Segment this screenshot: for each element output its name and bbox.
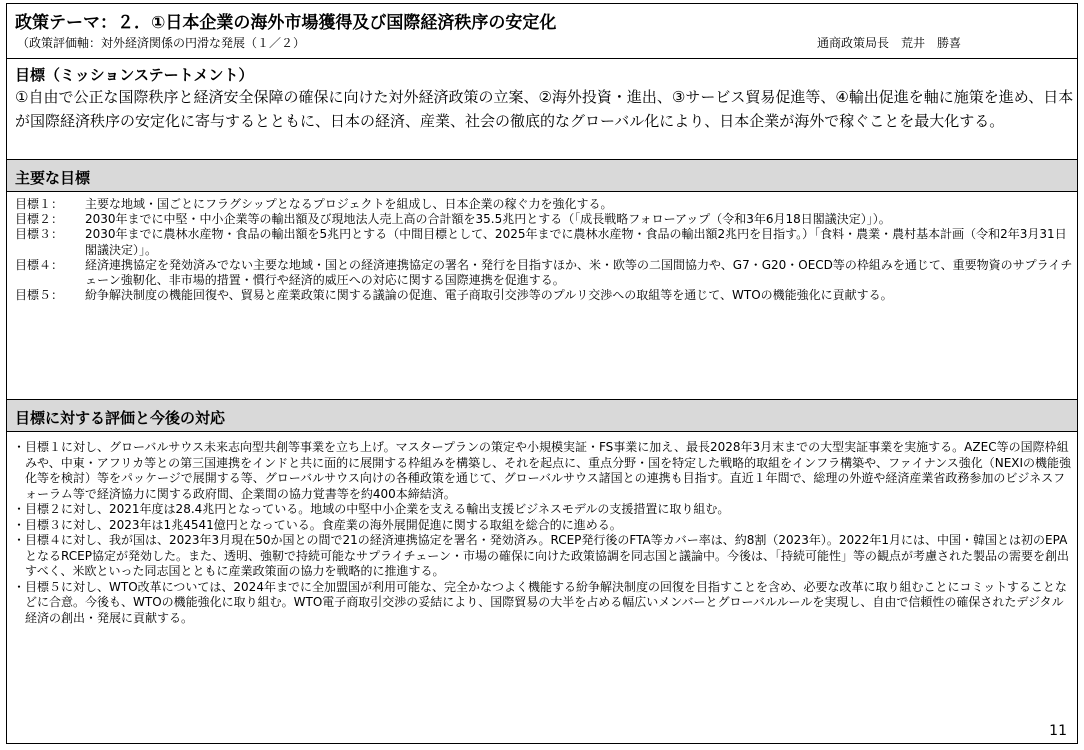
bullet-dot: ・ [13, 440, 26, 454]
evaluation-text: 目標３に対し、2023年は1兆4541億円となっている。食産業の海外展開促進に関する取組を総合的に進める。 [25, 517, 622, 532]
evaluation-item [13, 533, 1075, 580]
mission-heading: 目標（ミッションステートメント） [15, 66, 254, 84]
bullet-dot: ・ [13, 502, 26, 516]
goals-header [7, 160, 1077, 192]
evaluation-header [7, 400, 1077, 432]
goals-list [15, 197, 1073, 303]
goal-item [15, 288, 1073, 303]
goal-number: 目標１： [15, 197, 64, 211]
evaluation-text: 目標４に対し、我が国は、2023年3月現在50か国との間で21の経済連携協定を署名・発効済み。RCEP発行後のFTA等カバー率は、約8割（2023年）。2022年1月には、中国・韓国とは初のEPAとなるRCEP協定が発効した。また、透明、強靭で持続可能なサプライチェーン・市場の確保に向けた政策協調を同志国と議論中。今後は、「持続可能性」等の観点が考慮された製品の需要を創出すべく、米欧といった同志国とともに産業政策面の協力を戦略的に推進する。 [25, 533, 1070, 578]
evaluation-heading: 目標に対する評価と今後の対応 [15, 409, 226, 427]
evaluation-text: 目標１に対し、グローバルサウス未来志向型共創等事業を立ち上げ。マスタープランの策定や小規模実証・FS事業に加え、最長2028年3月末までの大型実証事業を実施する。AZEC等の国際枠組みや、中東・アフリカ等との第三国連携をインドと共に面的に展開する枠組みを構築し、それを起点に、重点分野・国を特定した戦略的取組をインフラ構築や、ファイナンス強化（NEXIの機能強化等を検討）等をパッケージで展開する等、グローバルサウス向けの各種政策を通じて、グローバルサウス諸国との連携も目指す。直近１年間で、総理の外遊や経済産業省政務参加のビジネスフォーラム等で経済協力に関する政府間、企業間の協力覚書等を約400本締結済。 [25, 440, 1072, 501]
goal-number: 目標５： [15, 288, 64, 303]
bullet-dot: ・ [13, 579, 26, 594]
goal-text: 2030年までに中堅・中小企業等の輸出額及び現地法人売上高の合計額を35.5兆円とする（「成長戦略フォローアップ（令和3年6月18日閣議決定）」）。 [85, 212, 891, 227]
mission-text: ①自由で公正な国際秩序と経済安全保障の確保に向けた対外経済政策の立案、②海外投資・進出、③サービス貿易促進等、④輸出促進を軸に施策を進め、日本が国際経済秩序の安定化に寄与するとともに、日本の経済、産業、社会の徹底的なグローバル化により、日本企業が海外で稼ぐことを最大化する。 [15, 88, 1074, 130]
evaluation-item [13, 580, 1075, 627]
evaluation-item [13, 440, 1075, 502]
goal-item [15, 212, 1073, 227]
title-row [7, 4, 1077, 59]
evaluation-item [13, 502, 1075, 518]
document-frame [6, 3, 1078, 744]
author-name: 通商政策局長 荒井 勝喜 [817, 36, 962, 50]
evaluation-list [13, 440, 1075, 626]
evaluation-section [7, 432, 1077, 743]
goal-text: 紛争解決制度の機能回復や、貿易と産業政策に関する議論の促進、電子商取引交渉等のプルリ交渉への取組等を通じて、WTOの機能強化に貢献する。 [85, 288, 893, 303]
goal-number: 目標４： [15, 257, 64, 272]
goal-text: 2030年までに農林水産物・食品の輸出額を5兆円とする（中間目標として、2025年までに農林水産物・食品の輸出額2兆円を目指す。）「食料・農業・農村基本計画（令和2年3月31日閣議決定）」。 [85, 227, 1067, 257]
policy-axis-subtitle: （政策評価軸：対外経済関係の円滑な発展（１／２） [17, 36, 306, 50]
goal-item [15, 258, 1073, 288]
bullet-dot: ・ [13, 533, 26, 547]
mission-section [7, 59, 1077, 160]
page-title: 政策テーマ：２．①日本企業の海外市場獲得及び国際経済秩序の安定化 [15, 13, 557, 33]
goal-text: 経済連携協定を発効済みでない主要な地域・国との経済連携協定の署名・発行を目指すほか、米・欧等の二国間協力や、G7・G20・OECD等の枠組みを通じて、重要物資のサプライチェーン強靭化、非市場的措置・慣行や経済的威圧への対応に関する国際連携を促進する。 [85, 257, 1073, 288]
evaluation-text: 目標５に対し、WTO改革については、2024年までに全加盟国が利用可能な、完全かなつよく機能する紛争解決制度の回復を目指すことを含め、必要な改革に取り組むことにコミットすることなどに合意。今後も、WTOの機能強化に取り組む。WTO電子商取引交渉の妥結により、国際貿易の大半を占める幅広いメンバーとグローバルルールを実現し、自由で信頼性の確保されたデジタル経済の創出・発展に貢献する。 [25, 579, 1067, 625]
goal-number: 目標２： [15, 212, 64, 227]
goal-number: 目標３： [15, 227, 64, 242]
goal-item [15, 227, 1073, 257]
goals-heading: 主要な目標 [15, 169, 91, 187]
goal-text: 主要な地域・国ごとにフラグシップとなるプロジェクトを組成し、日本企業の稼ぐ力を強化する。 [85, 197, 613, 211]
page-number: 11 [1049, 723, 1067, 739]
bullet-dot: ・ [13, 517, 26, 532]
evaluation-item [13, 518, 1075, 534]
goals-section [7, 192, 1077, 400]
goal-item [15, 197, 1073, 212]
evaluation-text: 目標２に対し、2021年度は28.4兆円となっている。地域の中堅中小企業を支える輸出支援ビジネスモデルの支援措置に取り組む。 [25, 502, 730, 516]
